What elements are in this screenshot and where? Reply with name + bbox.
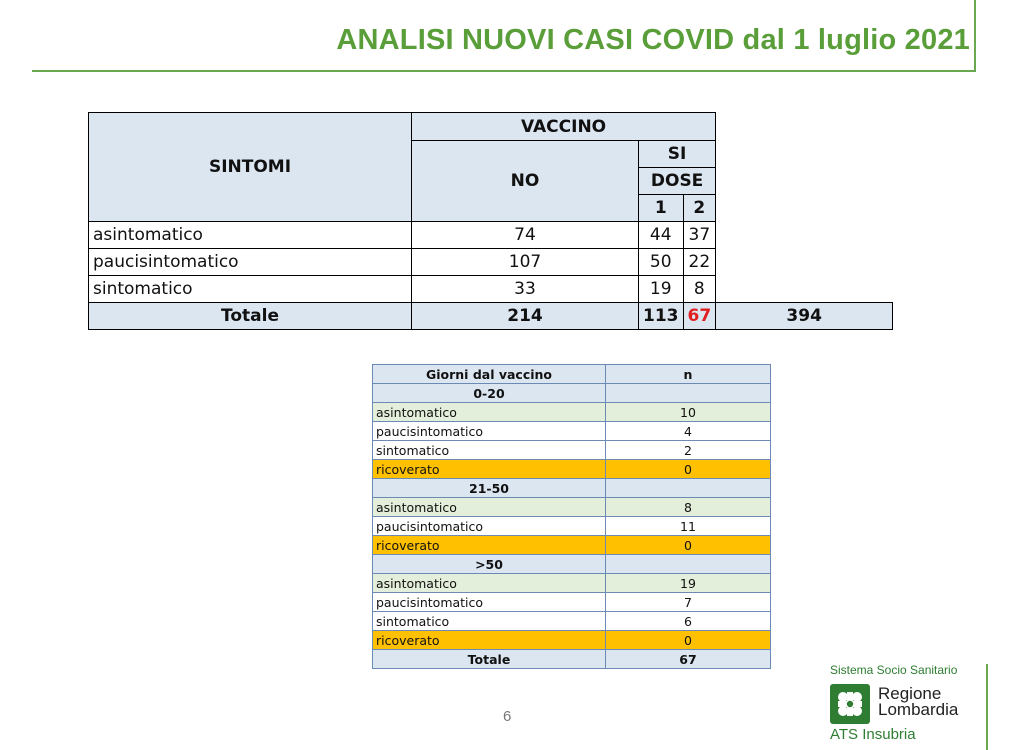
header-dose: DOSE xyxy=(639,168,716,195)
group-label: 0-20 xyxy=(373,384,606,403)
table-row xyxy=(373,631,771,650)
table-row xyxy=(373,612,771,631)
row-label: paucisintomatico xyxy=(373,593,606,612)
table-row xyxy=(373,574,771,593)
group-label: 21-50 xyxy=(373,479,606,498)
row-value: 0 xyxy=(606,631,771,650)
cell-dose2: 37 xyxy=(683,222,716,249)
group-row xyxy=(373,479,771,498)
total-value: 67 xyxy=(606,650,771,669)
page-number: 6 xyxy=(503,708,512,725)
table-row xyxy=(373,593,771,612)
table-row xyxy=(373,517,771,536)
cases-by-vaccine-table xyxy=(88,112,893,330)
row-label: ricoverato xyxy=(373,631,606,650)
title-divider xyxy=(32,70,976,72)
row-value: 11 xyxy=(606,517,771,536)
header-no: NO xyxy=(412,141,639,222)
cell-dose1: 44 xyxy=(639,222,684,249)
row-value: 19 xyxy=(606,574,771,593)
logo-system-text: Sistema Socio Sanitario xyxy=(830,663,958,677)
row-value: 7 xyxy=(606,593,771,612)
cell-dose2: 8 xyxy=(683,276,716,303)
total-row xyxy=(89,303,893,330)
group-row xyxy=(373,384,771,403)
cell-dose1: 19 xyxy=(639,276,684,303)
days-since-vaccine-table xyxy=(372,364,771,669)
row-label: sintomatico xyxy=(373,441,606,460)
logo-ats-text: ATS Insubria xyxy=(830,726,916,743)
header-n: n xyxy=(606,365,771,384)
row-label: asintomatico xyxy=(373,403,606,422)
logo-name xyxy=(878,686,958,718)
group-value xyxy=(606,384,771,403)
logo-divider xyxy=(986,664,988,750)
logo-name-line1: Regione xyxy=(878,684,942,703)
row-label: paucisintomatico xyxy=(373,422,606,441)
row-value: 0 xyxy=(606,536,771,555)
header-si: SI xyxy=(639,141,716,168)
row-label: paucisintomatico xyxy=(373,517,606,536)
total-row xyxy=(373,650,771,669)
row-value: 0 xyxy=(606,460,771,479)
table-row xyxy=(373,536,771,555)
table-row xyxy=(89,249,893,276)
group-value xyxy=(606,555,771,574)
header-dose-1: 1 xyxy=(639,195,684,222)
page-title: ANALISI NUOVI CASI COVID dal 1 luglio 2021 xyxy=(336,24,970,56)
cell-no: 74 xyxy=(412,222,639,249)
row-label: ricoverato xyxy=(373,536,606,555)
row-value: 2 xyxy=(606,441,771,460)
total-label: Totale xyxy=(89,303,412,330)
row-label: sintomatico xyxy=(373,612,606,631)
row-label: asintomatico xyxy=(89,222,412,249)
row-value: 8 xyxy=(606,498,771,517)
header-giorni: Giorni dal vaccino xyxy=(373,365,606,384)
cell-dose2: 22 xyxy=(683,249,716,276)
total-label: Totale xyxy=(373,650,606,669)
total-dose1: 113 xyxy=(639,303,684,330)
header-dose-2: 2 xyxy=(683,195,716,222)
row-label: asintomatico xyxy=(373,498,606,517)
logo-name-line2: Lombardia xyxy=(878,700,959,719)
table-row xyxy=(373,403,771,422)
table-row xyxy=(373,422,771,441)
total-dose2: 67 xyxy=(683,303,716,330)
row-value: 6 xyxy=(606,612,771,631)
row-label: sintomatico xyxy=(89,276,412,303)
cell-dose1: 50 xyxy=(639,249,684,276)
group-row xyxy=(373,555,771,574)
total-no: 214 xyxy=(412,303,639,330)
row-label: paucisintomatico xyxy=(89,249,412,276)
title-vertical-divider xyxy=(974,0,976,72)
table-row xyxy=(373,460,771,479)
cell-no: 33 xyxy=(412,276,639,303)
header-vaccino: VACCINO xyxy=(412,113,716,141)
table-row xyxy=(89,276,893,303)
cell-no: 107 xyxy=(412,249,639,276)
row-value: 10 xyxy=(606,403,771,422)
table-row xyxy=(373,441,771,460)
row-value: 4 xyxy=(606,422,771,441)
regione-lombardia-logo-icon xyxy=(830,684,870,724)
grand-total: 394 xyxy=(716,303,893,330)
group-label: >50 xyxy=(373,555,606,574)
table-row xyxy=(89,222,893,249)
row-label: ricoverato xyxy=(373,460,606,479)
row-label: asintomatico xyxy=(373,574,606,593)
header-sintomi: SINTOMI xyxy=(89,113,412,222)
group-value xyxy=(606,479,771,498)
table-row xyxy=(373,498,771,517)
